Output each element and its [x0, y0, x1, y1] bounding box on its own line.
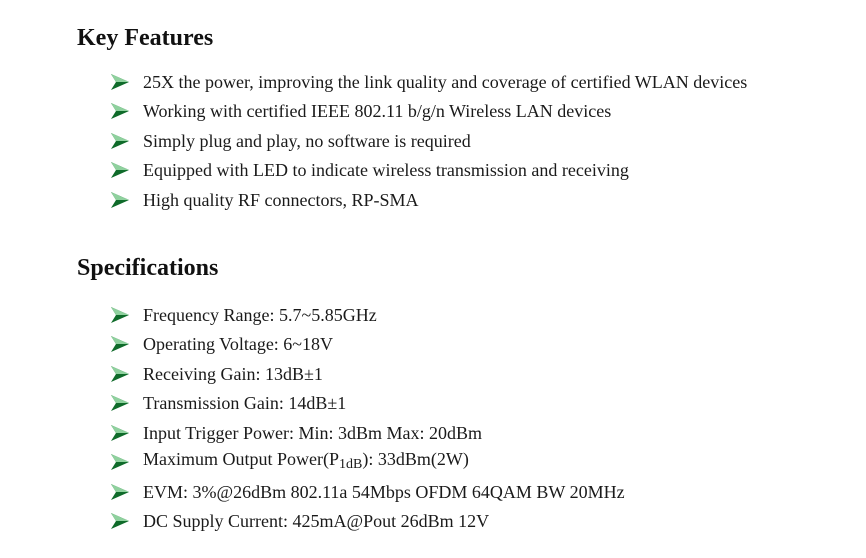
- spec-text: EVM: 3%@26dBm 802.11a 54Mbps OFDM 64QAM BW 20MHz: [143, 481, 625, 502]
- list-item: [110, 418, 625, 448]
- green-arrowhead-icon: [110, 191, 130, 209]
- list-item: [110, 126, 747, 156]
- list-item: [110, 185, 747, 215]
- feature-text: Equipped with LED to indicate wireless transmission and receiving: [143, 160, 629, 181]
- green-arrowhead-icon: [110, 306, 130, 324]
- spec-subscript: 1dB: [339, 457, 363, 473]
- green-arrowhead-icon: [110, 102, 130, 120]
- green-arrowhead-icon: [110, 335, 130, 353]
- feature-text: 25X the power, improving the link quality and coverage of certified WLAN devices: [143, 71, 748, 92]
- key-features-list: [110, 67, 747, 215]
- spec-text: DC Supply Current: 425mA@Pout 26dBm 12V: [143, 511, 490, 532]
- green-arrowhead-icon: [110, 161, 130, 179]
- green-arrowhead-icon: [110, 483, 130, 501]
- specifications-list: [110, 300, 625, 536]
- list-item: [110, 359, 625, 389]
- spec-text: Receiving Gain: 13dB±1: [143, 363, 323, 384]
- list-item: [110, 67, 747, 97]
- feature-text: High quality RF connectors, RP-SMA: [143, 189, 419, 210]
- spec-text: Input Trigger Power: Min: 3dBm Max: 20dBm: [143, 422, 483, 443]
- green-arrowhead-icon: [110, 365, 130, 383]
- green-arrowhead-icon: [110, 132, 130, 150]
- green-arrowhead-icon: [110, 424, 130, 442]
- spec-text: Transmission Gain: 14dB±1: [143, 393, 347, 414]
- spec-text: Operating Voltage: 6~18V: [143, 334, 334, 355]
- list-item: [110, 156, 747, 186]
- spec-text-part: ): 33dBm(2W): [362, 449, 469, 470]
- specifications-heading: Specifications: [77, 255, 219, 281]
- list-item: [110, 477, 625, 507]
- list-item: [110, 389, 625, 419]
- green-arrowhead-icon: [110, 394, 130, 412]
- spec-text: Frequency Range: 5.7~5.85GHz: [143, 304, 377, 325]
- green-arrowhead-icon: [110, 512, 130, 530]
- green-arrowhead-icon: [110, 453, 130, 471]
- list-item: [110, 300, 625, 330]
- list-item: [110, 507, 625, 537]
- feature-text: Simply plug and play, no software is required: [143, 130, 471, 151]
- list-item: [110, 330, 625, 360]
- list-item: [110, 448, 625, 478]
- spec-text: [143, 449, 469, 475]
- list-item: [110, 97, 747, 127]
- spec-text-part: Maximum Output Power(P: [143, 449, 339, 470]
- feature-text: Working with certified IEEE 802.11 b/g/n Wireless LAN devices: [143, 101, 612, 122]
- key-features-heading: Key Features: [77, 25, 214, 51]
- green-arrowhead-icon: [110, 73, 130, 91]
